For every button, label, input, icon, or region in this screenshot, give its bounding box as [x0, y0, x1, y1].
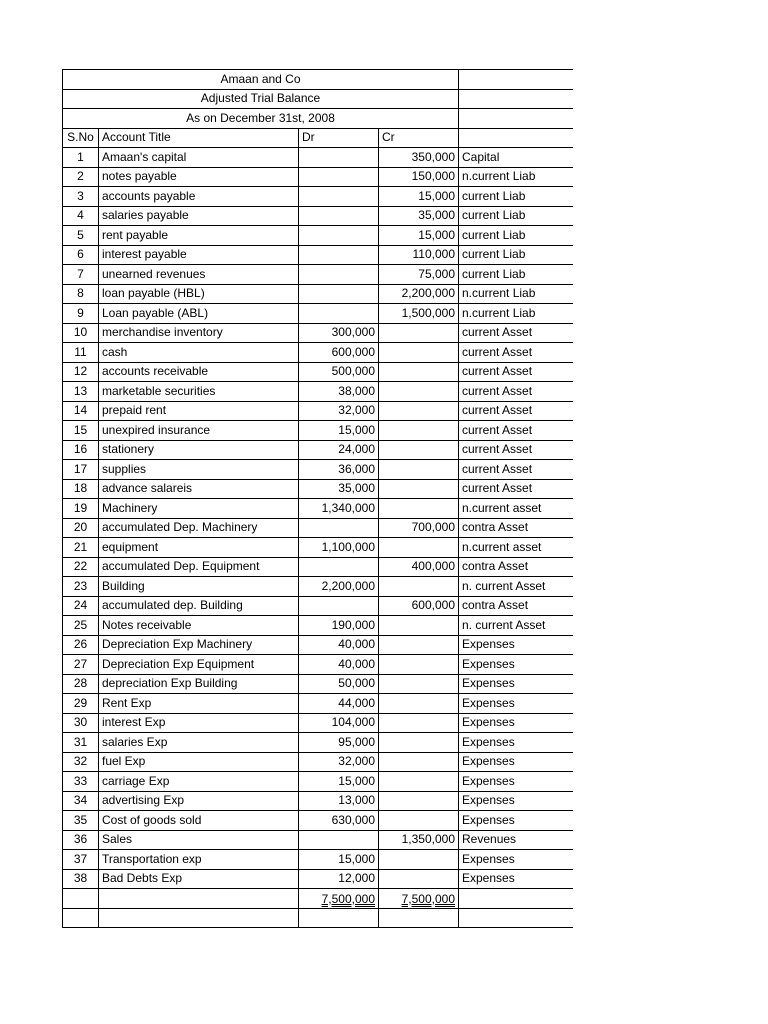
row-debit: 15,000: [299, 772, 379, 792]
table-row: [63, 206, 573, 226]
row-account-title: Rent Exp: [99, 694, 299, 714]
row-classification: Expenses: [459, 811, 573, 831]
row-sno: 23: [63, 577, 99, 597]
row-account-title: Transportation exp: [99, 850, 299, 870]
row-classification: Expenses: [459, 869, 573, 889]
table-row: [63, 421, 573, 441]
row-classification: Expenses: [459, 655, 573, 675]
row-classification: Expenses: [459, 752, 573, 772]
row-account-title: rent payable: [99, 226, 299, 246]
row-classification: n.current asset: [459, 499, 573, 519]
table-row: [63, 869, 573, 889]
row-classification: Expenses: [459, 772, 573, 792]
table-row: [63, 440, 573, 460]
row-account-title: Amaan's capital: [99, 148, 299, 168]
row-sno: 10: [63, 323, 99, 343]
row-debit: [299, 148, 379, 168]
row-sno: 15: [63, 421, 99, 441]
row-credit: 600,000: [379, 596, 459, 616]
row-classification: current Asset: [459, 382, 573, 402]
table-row: [63, 557, 573, 577]
table-row: [63, 226, 573, 246]
empty-cell: [459, 109, 573, 129]
report-date: As on December 31st, 2008: [63, 109, 459, 129]
table-row: [63, 518, 573, 538]
row-credit: [379, 401, 459, 421]
table-row: [63, 596, 573, 616]
row-debit: 1,340,000: [299, 499, 379, 519]
row-sno: 19: [63, 499, 99, 519]
row-classification: Expenses: [459, 635, 573, 655]
row-debit: 44,000: [299, 694, 379, 714]
table-row: [63, 830, 573, 850]
table-row: [63, 616, 573, 636]
row-account-title: carriage Exp: [99, 772, 299, 792]
row-account-title: stationery: [99, 440, 299, 460]
trial-balance-table: [62, 69, 573, 928]
row-credit: [379, 694, 459, 714]
row-credit: [379, 323, 459, 343]
row-debit: 15,000: [299, 421, 379, 441]
row-account-title: accounts receivable: [99, 362, 299, 382]
row-credit: [379, 674, 459, 694]
row-sno: 11: [63, 343, 99, 363]
row-account-title: unexpired insurance: [99, 421, 299, 441]
row-debit: 32,000: [299, 752, 379, 772]
row-sno: 1: [63, 148, 99, 168]
column-header-class: [459, 128, 573, 148]
row-classification: current Asset: [459, 323, 573, 343]
row-classification: Revenues: [459, 830, 573, 850]
row-debit: 500,000: [299, 362, 379, 382]
row-classification: current Asset: [459, 362, 573, 382]
table-row: [63, 850, 573, 870]
row-account-title: Building: [99, 577, 299, 597]
empty-cell: [63, 889, 99, 909]
row-sno: 34: [63, 791, 99, 811]
row-classification: current Liab: [459, 226, 573, 246]
row-credit: [379, 772, 459, 792]
column-header-row: [63, 128, 573, 148]
row-credit: [379, 635, 459, 655]
column-header-dr: Dr: [299, 128, 379, 148]
row-account-title: unearned revenues: [99, 265, 299, 285]
row-sno: 24: [63, 596, 99, 616]
row-classification: n.current Liab: [459, 304, 573, 324]
row-classification: current Asset: [459, 479, 573, 499]
row-classification: current Liab: [459, 265, 573, 285]
row-credit: [379, 850, 459, 870]
empty-cell: [459, 889, 573, 909]
row-credit: [379, 733, 459, 753]
row-debit: 40,000: [299, 655, 379, 675]
table-row: [63, 148, 573, 168]
row-account-title: interest payable: [99, 245, 299, 265]
row-account-title: marketable securities: [99, 382, 299, 402]
table-row: [63, 752, 573, 772]
row-credit: [379, 499, 459, 519]
row-classification: Expenses: [459, 713, 573, 733]
row-sno: 36: [63, 830, 99, 850]
table-row: [63, 343, 573, 363]
table-row: [63, 772, 573, 792]
row-account-title: interest Exp: [99, 713, 299, 733]
row-credit: 1,350,000: [379, 830, 459, 850]
empty-cell: [459, 908, 573, 928]
empty-cell: [63, 908, 99, 928]
row-sno: 3: [63, 187, 99, 207]
row-classification: current Liab: [459, 187, 573, 207]
row-debit: 95,000: [299, 733, 379, 753]
row-sno: 18: [63, 479, 99, 499]
row-classification: n. current Asset: [459, 577, 573, 597]
row-account-title: fuel Exp: [99, 752, 299, 772]
row-classification: current Liab: [459, 245, 573, 265]
row-credit: [379, 791, 459, 811]
row-debit: 35,000: [299, 479, 379, 499]
empty-cell: [99, 908, 299, 928]
row-credit: [379, 616, 459, 636]
row-credit: [379, 655, 459, 675]
row-credit: [379, 343, 459, 363]
table-row: [63, 382, 573, 402]
row-classification: current Liab: [459, 206, 573, 226]
row-sno: 2: [63, 167, 99, 187]
row-account-title: merchandise inventory: [99, 323, 299, 343]
row-credit: 15,000: [379, 226, 459, 246]
empty-cell: [459, 89, 573, 109]
row-account-title: Loan payable (ABL): [99, 304, 299, 324]
row-credit: 75,000: [379, 265, 459, 285]
table-row: [63, 401, 573, 421]
row-credit: [379, 362, 459, 382]
empty-cell: [459, 70, 573, 90]
row-debit: 600,000: [299, 343, 379, 363]
row-classification: Expenses: [459, 791, 573, 811]
row-credit: [379, 577, 459, 597]
row-credit: [379, 440, 459, 460]
row-sno: 32: [63, 752, 99, 772]
empty-cell: [299, 908, 379, 928]
row-credit: [379, 460, 459, 480]
row-account-title: accumulated Dep. Equipment: [99, 557, 299, 577]
row-credit: 150,000: [379, 167, 459, 187]
total-credit: [379, 889, 459, 909]
row-sno: 25: [63, 616, 99, 636]
row-sno: 35: [63, 811, 99, 831]
row-debit: 36,000: [299, 460, 379, 480]
row-account-title: supplies: [99, 460, 299, 480]
row-credit: 1,500,000: [379, 304, 459, 324]
table-row: [63, 265, 573, 285]
row-sno: 7: [63, 265, 99, 285]
row-classification: current Asset: [459, 421, 573, 441]
table-row: [63, 694, 573, 714]
row-classification: contra Asset: [459, 557, 573, 577]
row-credit: [379, 538, 459, 558]
row-sno: 5: [63, 226, 99, 246]
table-row: [63, 713, 573, 733]
row-sno: 8: [63, 284, 99, 304]
row-account-title: advance salareis: [99, 479, 299, 499]
header-row-date: [63, 109, 573, 129]
row-debit: 2,200,000: [299, 577, 379, 597]
row-debit: [299, 830, 379, 850]
row-classification: n.current Liab: [459, 284, 573, 304]
total-debit: [299, 889, 379, 909]
blank-row: [63, 908, 573, 928]
header-row-title: [63, 89, 573, 109]
table-row: [63, 245, 573, 265]
row-sno: 29: [63, 694, 99, 714]
row-classification: current Asset: [459, 460, 573, 480]
row-classification: current Asset: [459, 401, 573, 421]
row-credit: [379, 382, 459, 402]
row-credit: [379, 811, 459, 831]
table-row: [63, 577, 573, 597]
table-row: [63, 733, 573, 753]
table-row: [63, 635, 573, 655]
row-debit: 15,000: [299, 850, 379, 870]
row-debit: 1,100,000: [299, 538, 379, 558]
table-row: [63, 167, 573, 187]
column-header-title: Account Title: [99, 128, 299, 148]
row-credit: 400,000: [379, 557, 459, 577]
row-sno: 6: [63, 245, 99, 265]
row-debit: [299, 284, 379, 304]
row-account-title: accounts payable: [99, 187, 299, 207]
row-debit: [299, 304, 379, 324]
row-sno: 31: [63, 733, 99, 753]
row-classification: Expenses: [459, 733, 573, 753]
row-sno: 9: [63, 304, 99, 324]
row-sno: 22: [63, 557, 99, 577]
row-account-title: notes payable: [99, 167, 299, 187]
totals-row: [63, 889, 573, 909]
row-sno: 28: [63, 674, 99, 694]
row-debit: 104,000: [299, 713, 379, 733]
row-credit: 110,000: [379, 245, 459, 265]
company-name: Amaan and Co: [63, 70, 459, 90]
row-credit: [379, 421, 459, 441]
total-debit-value: 7,500,000: [321, 891, 375, 906]
table-row: [63, 791, 573, 811]
header-row-company: [63, 70, 573, 90]
table-row: [63, 362, 573, 382]
row-sno: 13: [63, 382, 99, 402]
row-credit: [379, 752, 459, 772]
row-account-title: Machinery: [99, 499, 299, 519]
column-header-sno: S.No: [63, 128, 99, 148]
row-account-title: loan payable (HBL): [99, 284, 299, 304]
table-row: [63, 479, 573, 499]
row-credit: [379, 713, 459, 733]
row-account-title: Cost of goods sold: [99, 811, 299, 831]
row-account-title: Notes receivable: [99, 616, 299, 636]
row-sno: 16: [63, 440, 99, 460]
row-debit: 630,000: [299, 811, 379, 831]
row-sno: 33: [63, 772, 99, 792]
row-classification: contra Asset: [459, 596, 573, 616]
row-debit: 40,000: [299, 635, 379, 655]
table-row: [63, 811, 573, 831]
row-debit: [299, 557, 379, 577]
table-row: [63, 538, 573, 558]
row-account-title: prepaid rent: [99, 401, 299, 421]
row-sno: 4: [63, 206, 99, 226]
row-sno: 26: [63, 635, 99, 655]
row-account-title: Sales: [99, 830, 299, 850]
row-classification: Expenses: [459, 850, 573, 870]
row-credit: 350,000: [379, 148, 459, 168]
row-account-title: accumulated Dep. Machinery: [99, 518, 299, 538]
table-row: [63, 304, 573, 324]
row-sno: 37: [63, 850, 99, 870]
row-account-title: salaries Exp: [99, 733, 299, 753]
row-account-title: salaries payable: [99, 206, 299, 226]
row-sno: 27: [63, 655, 99, 675]
row-sno: 20: [63, 518, 99, 538]
row-account-title: accumulated dep. Building: [99, 596, 299, 616]
row-debit: [299, 518, 379, 538]
row-sno: 14: [63, 401, 99, 421]
row-debit: 50,000: [299, 674, 379, 694]
table-row: [63, 323, 573, 343]
table-row: [63, 284, 573, 304]
table-row: [63, 460, 573, 480]
row-debit: [299, 245, 379, 265]
row-credit: 2,200,000: [379, 284, 459, 304]
row-account-title: cash: [99, 343, 299, 363]
empty-cell: [379, 908, 459, 928]
row-credit: 15,000: [379, 187, 459, 207]
empty-cell: [99, 889, 299, 909]
row-debit: 12,000: [299, 869, 379, 889]
row-sno: 30: [63, 713, 99, 733]
row-debit: 38,000: [299, 382, 379, 402]
row-classification: current Asset: [459, 440, 573, 460]
row-account-title: depreciation Exp Building: [99, 674, 299, 694]
row-classification: n.current asset: [459, 538, 573, 558]
row-debit: [299, 596, 379, 616]
report-title: Adjusted Trial Balance: [63, 89, 459, 109]
row-debit: [299, 226, 379, 246]
row-account-title: Bad Debts Exp: [99, 869, 299, 889]
row-debit: 13,000: [299, 791, 379, 811]
column-header-cr: Cr: [379, 128, 459, 148]
row-debit: 32,000: [299, 401, 379, 421]
table-row: [63, 674, 573, 694]
row-debit: [299, 206, 379, 226]
table-row: [63, 499, 573, 519]
row-sno: 38: [63, 869, 99, 889]
row-classification: n.current Liab: [459, 167, 573, 187]
row-debit: [299, 187, 379, 207]
row-sno: 12: [63, 362, 99, 382]
row-sno: 17: [63, 460, 99, 480]
row-classification: Capital: [459, 148, 573, 168]
row-classification: contra Asset: [459, 518, 573, 538]
row-classification: Expenses: [459, 674, 573, 694]
row-classification: Expenses: [459, 694, 573, 714]
table-row: [63, 187, 573, 207]
row-debit: [299, 265, 379, 285]
row-account-title: equipment: [99, 538, 299, 558]
row-classification: n. current Asset: [459, 616, 573, 636]
row-account-title: advertising Exp: [99, 791, 299, 811]
row-debit: 300,000: [299, 323, 379, 343]
row-debit: 190,000: [299, 616, 379, 636]
row-credit: [379, 869, 459, 889]
row-credit: 700,000: [379, 518, 459, 538]
row-account-title: Depreciation Exp Equipment: [99, 655, 299, 675]
row-account-title: Depreciation Exp Machinery: [99, 635, 299, 655]
row-classification: current Asset: [459, 343, 573, 363]
row-debit: 24,000: [299, 440, 379, 460]
row-credit: 35,000: [379, 206, 459, 226]
total-credit-value: 7,500,000: [401, 891, 455, 906]
row-sno: 21: [63, 538, 99, 558]
row-debit: [299, 167, 379, 187]
row-credit: [379, 479, 459, 499]
table-row: [63, 655, 573, 675]
